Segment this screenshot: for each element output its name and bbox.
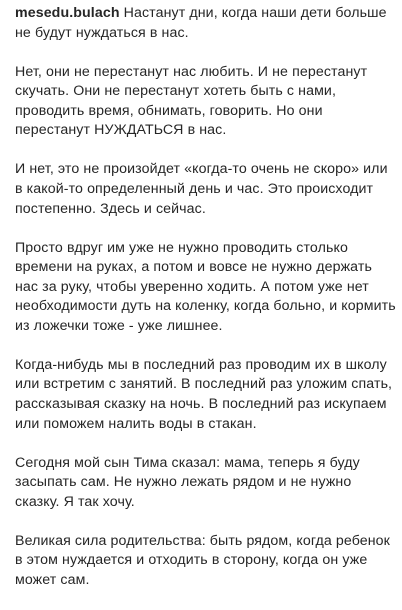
post-caption [15,4,399,610]
caption-paragraph-5: Когда-нибудь мы в последний раз проводим их в школу или встретим с занятий. В последний раз уложим спать, рассказывая сказку на ночь. В последний раз искупаем или поможем налить воды в стакан. [15,356,393,432]
caption-paragraph-4: Просто вдруг им уже не нужно проводить столько времени на руках, а потом и вовсе не нужно держать нас за руку, чтобы уверенно ходить. А потом уже нет необходимости дуть на коленку, когда больно, и кормить из ложечки тоже - уже лишнее. [15,239,396,334]
username-link[interactable]: mesedu.bulach [15,5,120,21]
caption-paragraph-6: Сегодня мой сын Тима сказал: мама, теперь я буду засыпать сам. Не нужно лежать рядом и не нужно сказку. Я так хочу. [15,454,360,510]
caption-paragraph-3: И нет, это не произойдет «когда-то очень не скоро» или в какой-то определенный день и час. Это происходит постепенно. Здесь и сейчас. [15,161,388,217]
caption-text-1: Настанут дни, когда наши дети больше не будут нуждаться в нас. [15,5,387,41]
caption-paragraph-2: Нет, они не перестанут нас любить. И не перестанут скучать. Они не перестанут хотеть быть с нами, проводить время, обнимать, говорить. Но они перестанут НУЖДАТЬСЯ в нас. [15,63,368,139]
caption-paragraph-1 [15,4,399,43]
caption-paragraph-7: Великая сила родительства: быть рядом, когда ребенок в этом нуждается и отходить в сторону, когда он уже может сам. [15,532,390,588]
